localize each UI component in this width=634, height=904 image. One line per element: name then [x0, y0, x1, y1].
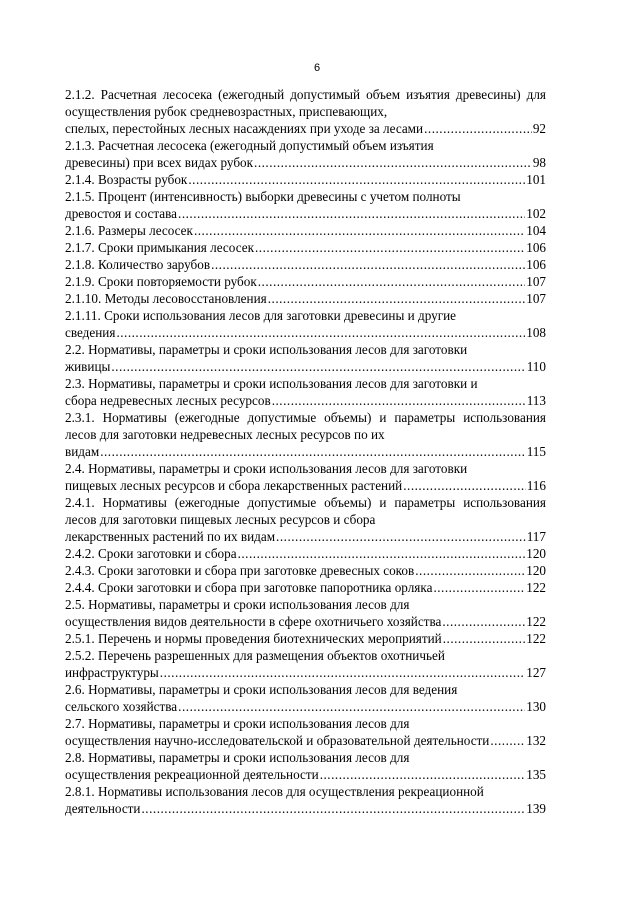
toc-entry-title-end: лекарственных растений по их видам	[65, 529, 276, 544]
toc-entry-title-end: древостоя и состава	[65, 206, 178, 221]
dot-leader	[320, 766, 526, 783]
dot-leader	[116, 324, 525, 341]
toc-entry	[65, 239, 546, 256]
dot-leader	[403, 477, 525, 494]
toc-entry-title: 2.6. Нормативы, параметры и сроки использования лесов для ведения	[65, 682, 458, 697]
toc-entry-title-end: видам	[65, 444, 100, 459]
dot-leader	[415, 562, 525, 579]
toc-entry-title-end: 2.1.6. Размеры лесосек	[65, 223, 193, 238]
toc-entry-page: 101	[526, 172, 546, 187]
dot-leader	[238, 545, 526, 562]
toc-entry-page: 110	[526, 359, 546, 374]
page-number: 6	[313, 62, 321, 74]
toc-entry-title-end: сбора недревесных лесных ресурсов	[65, 393, 271, 408]
toc-entry	[65, 630, 546, 647]
toc-entry-page: 113	[526, 393, 546, 408]
dot-leader	[194, 222, 525, 239]
toc-entry	[65, 783, 546, 817]
toc-entry-page: 122	[526, 580, 546, 595]
toc-entry-page: 127	[526, 665, 546, 680]
toc-entry-title-end: 2.1.10. Методы лесовосстановления	[65, 291, 267, 306]
toc-entry-page: 107	[526, 274, 546, 289]
toc-entry-title-end: спелых, перестойных лесных насаждениях при уходе за лесами	[65, 121, 424, 136]
dot-leader	[255, 239, 525, 256]
toc-entry-title-end: осуществления научно-исследовательской и образовательной деятельности	[65, 733, 490, 748]
toc-entry	[65, 647, 546, 681]
toc-entry-page: 115	[526, 444, 546, 459]
toc-entry	[65, 256, 546, 273]
toc-entry-page: 106	[526, 240, 546, 255]
toc-entry-title: 2.1.5. Процент (интенсивность) выборки древесины с учетом полноты	[65, 189, 461, 204]
toc-entry-page: 108	[526, 325, 546, 340]
toc-entry-page: 120	[526, 563, 546, 578]
toc-entry-title: 2.1.11. Сроки использования лесов для заготовки древесины и другие	[65, 308, 457, 323]
toc-entry-page: 139	[526, 801, 546, 816]
toc-entry	[65, 579, 546, 596]
toc-entry-title: 2.1.2. Расчетная лесосека (ежегодный допустимый объем изъятия древесины) для осуществления рубок средневозрастных, приспевающих,	[65, 87, 546, 119]
toc-entry-title-end: 2.1.9. Сроки повторяемости рубок	[65, 274, 257, 289]
toc-entry	[65, 596, 546, 630]
toc-entry	[65, 137, 546, 171]
toc-entry-title: 2.8.1. Нормативы использования лесов для осуществления рекреационной	[65, 784, 484, 799]
toc-entry-title: 2.3. Нормативы, параметры и сроки использования лесов для заготовки и	[65, 376, 478, 391]
toc-entry-title: 2.2. Нормативы, параметры и сроки использования лесов для заготовки	[65, 342, 468, 357]
dot-leader	[178, 698, 525, 715]
toc-entry-title: 2.4. Нормативы, параметры и сроки использования лесов для заготовки	[65, 461, 468, 476]
toc-entry	[65, 290, 546, 307]
toc-entry-page: 117	[526, 529, 546, 544]
toc-entry	[65, 86, 546, 137]
toc-entry-page: 122	[526, 614, 546, 629]
toc-entry	[65, 494, 546, 545]
toc-entry	[65, 375, 546, 409]
toc-entry	[65, 188, 546, 222]
toc-entry-title-end: живицы	[65, 359, 111, 374]
dot-leader	[268, 290, 526, 307]
toc-entry-title: 2.4.1. Нормативы (ежегодные допустимые объемы) и параметры использования лесов для заготовки пищевых лесных ресурсов и сбора	[65, 495, 546, 527]
toc-entry-page: 106	[526, 257, 546, 272]
toc-entry	[65, 562, 546, 579]
toc-entry-title-end: осуществления рекреационной деятельности	[65, 767, 319, 782]
toc-entry-title: 2.3.1. Нормативы (ежегодные допустимые объемы) и параметры использования лесов для заготовки недревесных лесных ресурсов по их	[65, 410, 546, 442]
toc-entry-page: 107	[526, 291, 546, 306]
dot-leader	[160, 664, 525, 681]
toc-entry-title-end: инфраструктуры	[65, 665, 159, 680]
toc-entry-title-end: 2.4.2. Сроки заготовки и сбора	[65, 546, 237, 561]
toc-entry-title-end: осуществления видов деятельности в сфере охотничьего хозяйства	[65, 614, 442, 629]
toc-entry-page: 132	[526, 733, 546, 748]
toc-entry-title-end: 2.1.4. Возрасты рубок	[65, 172, 188, 187]
table-of-contents	[65, 86, 546, 817]
toc-entry-page: 102	[526, 206, 546, 221]
toc-entry-title-end: древесины) при всех видах рубок	[65, 155, 254, 170]
toc-entry-title-end: 2.1.7. Сроки примыкания лесосек	[65, 240, 254, 255]
toc-entry-title-end: деятельности	[65, 801, 141, 816]
toc-entry-title-end: пищевых лесных ресурсов и сбора лекарственных растений	[65, 478, 403, 493]
toc-entry	[65, 681, 546, 715]
dot-leader	[258, 273, 525, 290]
dot-leader	[272, 392, 526, 409]
toc-entry-title-end: 2.4.4. Сроки заготовки и сбора при заготовке папоротника орляка	[65, 580, 433, 595]
toc-entry-page: 104	[526, 223, 546, 238]
dot-leader	[111, 358, 525, 375]
dot-leader	[433, 579, 525, 596]
toc-entry	[65, 715, 546, 749]
dot-leader	[424, 120, 532, 137]
toc-entry-title: 2.5.2. Перечень разрешенных для размещения объектов охотничьей	[65, 648, 445, 663]
toc-entry	[65, 273, 546, 290]
toc-entry	[65, 341, 546, 375]
dot-leader	[276, 528, 526, 545]
dot-leader	[442, 613, 525, 630]
dot-leader	[142, 800, 526, 817]
toc-entry	[65, 460, 546, 494]
toc-entry-title-end: 2.1.8. Количество зарубов	[65, 257, 211, 272]
toc-entry-page: 120	[526, 546, 546, 561]
toc-entry-page: 135	[526, 767, 546, 782]
dot-leader	[490, 732, 525, 749]
toc-entry-title-end: сельского хозяйства	[65, 699, 178, 714]
toc-entry-title: 2.5. Нормативы, параметры и сроки использования лесов для	[65, 597, 410, 612]
toc-entry	[65, 749, 546, 783]
dot-leader	[100, 443, 526, 460]
toc-entry-title: 2.1.3. Расчетная лесосека (ежегодный допустимый объем изъятия	[65, 138, 434, 153]
toc-entry-page: 92	[532, 121, 546, 136]
toc-entry-page: 130	[526, 699, 546, 714]
toc-entry	[65, 409, 546, 460]
dot-leader	[254, 154, 532, 171]
toc-entry	[65, 307, 546, 341]
dot-leader	[188, 171, 525, 188]
toc-entry-title-end: 2.5.1. Перечень и нормы проведения биотехнических мероприятий	[65, 631, 442, 646]
toc-entry	[65, 545, 546, 562]
toc-entry-title: 2.7. Нормативы, параметры и сроки использования лесов для	[65, 716, 410, 731]
toc-entry-title-end: сведения	[65, 325, 116, 340]
toc-entry-page: 116	[526, 478, 546, 493]
toc-entry-page: 98	[532, 155, 546, 170]
toc-entry-title: 2.8. Нормативы, параметры и сроки использования лесов для	[65, 750, 410, 765]
toc-entry	[65, 171, 546, 188]
dot-leader	[178, 205, 525, 222]
dot-leader	[211, 256, 525, 273]
toc-entry-page: 122	[526, 631, 546, 646]
toc-entry-title-end: 2.4.3. Сроки заготовки и сбора при заготовке древесных соков	[65, 563, 415, 578]
toc-entry	[65, 222, 546, 239]
dot-leader	[443, 630, 525, 647]
